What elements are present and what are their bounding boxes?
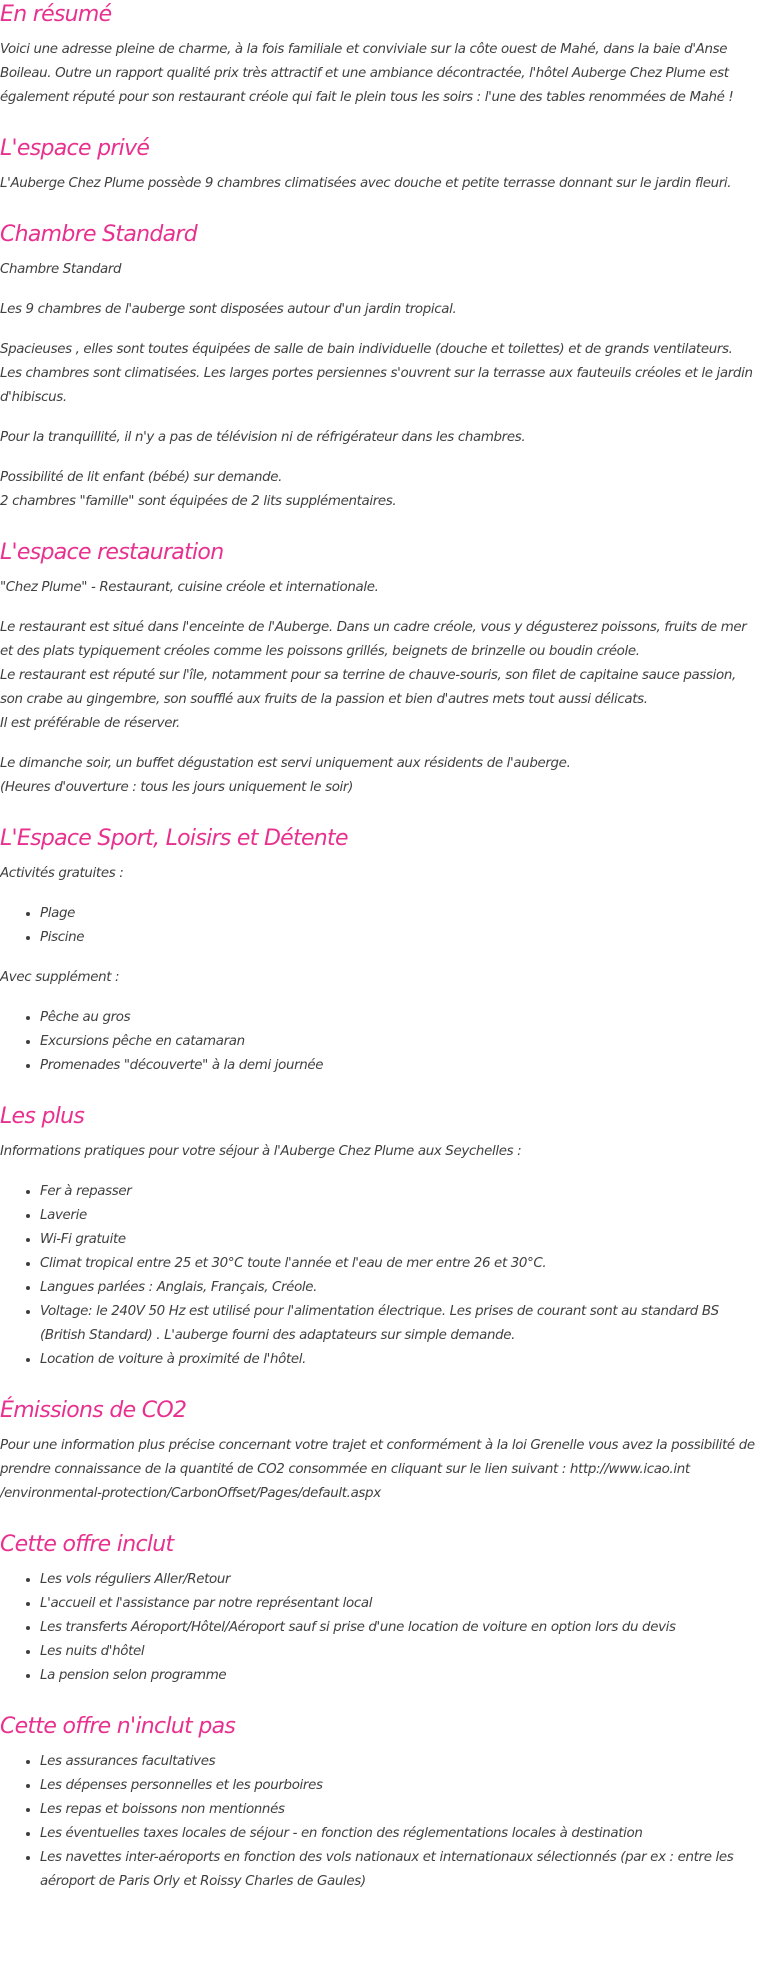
- section-inclut: [0, 1530, 758, 1688]
- room-name: Chambre Standard: [0, 262, 122, 277]
- section-text: Pour une information plus précise concernant votre trajet et conformément à la loi Grenelle vous avez la possibilité de prendre connaissance de la quantité de CO2 consommée en cliquant sur le lien suivant : http://www.icao.int /environmental-protection/CarbonOffset/Pages/default.aspx: [0, 1438, 755, 1501]
- section-title: Cette offre inclut: [0, 1532, 174, 1557]
- list-item: • Piscine: [40, 926, 758, 950]
- text-line: Il est préférable de réserver.: [0, 716, 180, 731]
- list-item: • Voltage: le 240V 50 Hz est utilisé pour l'alimentation électrique. Les prises de courant sont au standard BS (British Standard) . L'auberge fourni des adaptateurs sur simple demande.: [40, 1300, 758, 1348]
- restaurant-text: [0, 616, 758, 736]
- amenities-list: [0, 1180, 758, 1372]
- text-line: 2 chambres "famille" sont équipées de 2 lits supplémentaires.: [0, 494, 397, 509]
- list-item: • Fer à repasser: [40, 1180, 758, 1204]
- section-resume: [0, 0, 758, 110]
- room-text: Pour la tranquillité, il n'y a pas de télévision ni de réfrigérateur dans les chambres.: [0, 430, 526, 445]
- list-item: • Les vols réguliers Aller/Retour: [40, 1568, 758, 1592]
- list-item: • Les dépenses personnelles et les pourboires: [40, 1774, 758, 1798]
- text-line: Le dimanche soir, un buffet dégustation est servi uniquement aux résidents de l'auberge.: [0, 756, 571, 771]
- list-item: • Laverie: [40, 1204, 758, 1228]
- list-item: • Les transferts Aéroport/Hôtel/Aéroport sauf si prise d'une location de voiture en option lors du devis: [40, 1616, 758, 1640]
- activities-label: Avec supplément :: [0, 970, 120, 985]
- section-title: L'Espace Sport, Loisirs et Détente: [0, 826, 348, 851]
- section-text: Voici une adresse pleine de charme, à la fois familiale et conviviale sur la côte ouest de Mahé, dans la baie d'Anse Boileau. Outre un rapport qualité prix très attractif et une ambiance décontractée, l'hôtel Auberge Chez Plume est également réputé pour son restaurant créole qui fait le plein tous les soirs : l'une des tables renommées de Mahé !: [0, 42, 734, 105]
- section-co2: [0, 1396, 758, 1506]
- section-sport: [0, 824, 758, 1078]
- list-item: • Wi-Fi gratuite: [40, 1228, 758, 1252]
- list-item: • Les repas et boissons non mentionnés: [40, 1798, 758, 1822]
- list-item: • Les navettes inter-aéroports en fonction des vols nationaux et internationaux sélectionnés (par ex : entre les aéroport de Paris Orly et Roissy Charles de Gaules): [40, 1846, 758, 1894]
- list-item: • Plage: [40, 902, 758, 926]
- section-intro: Informations pratiques pour votre séjour à l'Auberge Chez Plume aux Seychelles :: [0, 1144, 522, 1159]
- excluded-list: [0, 1750, 758, 1894]
- section-title: En résumé: [0, 2, 112, 27]
- list-item: • Les nuits d'hôtel: [40, 1640, 758, 1664]
- section-title: Cette offre n'inclut pas: [0, 1714, 236, 1739]
- section-restauration: [0, 538, 758, 800]
- room-text: Les 9 chambres de l'auberge sont disposées autour d'un jardin tropical.: [0, 302, 457, 317]
- section-title: Émissions de CO2: [0, 1398, 187, 1423]
- section-espace-prive: [0, 134, 758, 196]
- restaurant-text: [0, 752, 758, 800]
- section-plus: [0, 1102, 758, 1372]
- text-line: Le restaurant est réputé sur l'île, notamment pour sa terrine de chauve-souris, son filet de capitaine sauce passion, son crabe au gingembre, son soufflé aux fruits de la passion et bien d'autres mets tout aussi délicats.: [0, 668, 736, 707]
- list-item: • Les éventuelles taxes locales de séjour - en fonction des réglementations locales à destination: [40, 1822, 758, 1846]
- section-non-inclut: [0, 1712, 758, 1894]
- section-text: L'Auberge Chez Plume possède 9 chambres climatisées avec douche et petite terrasse donnant sur le jardin fleuri.: [0, 176, 732, 191]
- paid-activities-list: [0, 1006, 758, 1078]
- activities-label: Activités gratuites :: [0, 866, 124, 881]
- included-list: [0, 1568, 758, 1688]
- list-item: • Climat tropical entre 25 et 30°C toute l'année et l'eau de mer entre 26 et 30°C.: [40, 1252, 758, 1276]
- list-item: • Langues parlées : Anglais, Français, Créole.: [40, 1276, 758, 1300]
- room-text: Spacieuses , elles sont toutes équipées de salle de bain individuelle (douche et toilettes) et de grands ventilateurs. Les chambres sont climatisées. Les larges portes persiennes s'ouvrent sur la terrasse aux fauteuils créoles et le jardin d'hibiscus.: [0, 342, 753, 405]
- room-text: [0, 466, 758, 514]
- list-item: • La pension selon programme: [40, 1664, 758, 1688]
- section-title: Les plus: [0, 1104, 85, 1129]
- list-item: • Promenades "découverte" à la demi journée: [40, 1054, 758, 1078]
- list-item: • L'accueil et l'assistance par notre représentant local: [40, 1592, 758, 1616]
- text-line: Le restaurant est situé dans l'enceinte de l'Auberge. Dans un cadre créole, vous y dégusterez poissons, fruits de mer et des plats typiquement créoles comme les poissons grillés, beignets de brinzelle ou boudin créole.: [0, 620, 747, 659]
- text-line: Possibilité de lit enfant (bébé) sur demande.: [0, 470, 283, 485]
- section-title: L'espace privé: [0, 136, 150, 161]
- section-title: Chambre Standard: [0, 222, 198, 247]
- section-title: L'espace restauration: [0, 540, 224, 565]
- list-item: • Location de voiture à proximité de l'hôtel.: [40, 1348, 758, 1372]
- free-activities-list: [0, 902, 758, 950]
- section-chambre: [0, 220, 758, 514]
- restaurant-text: "Chez Plume" - Restaurant, cuisine créole et internationale.: [0, 580, 379, 595]
- list-item: • Excursions pêche en catamaran: [40, 1030, 758, 1054]
- list-item: • Les assurances facultatives: [40, 1750, 758, 1774]
- list-item: • Pêche au gros: [40, 1006, 758, 1030]
- text-line: (Heures d'ouverture : tous les jours uniquement le soir): [0, 780, 353, 795]
